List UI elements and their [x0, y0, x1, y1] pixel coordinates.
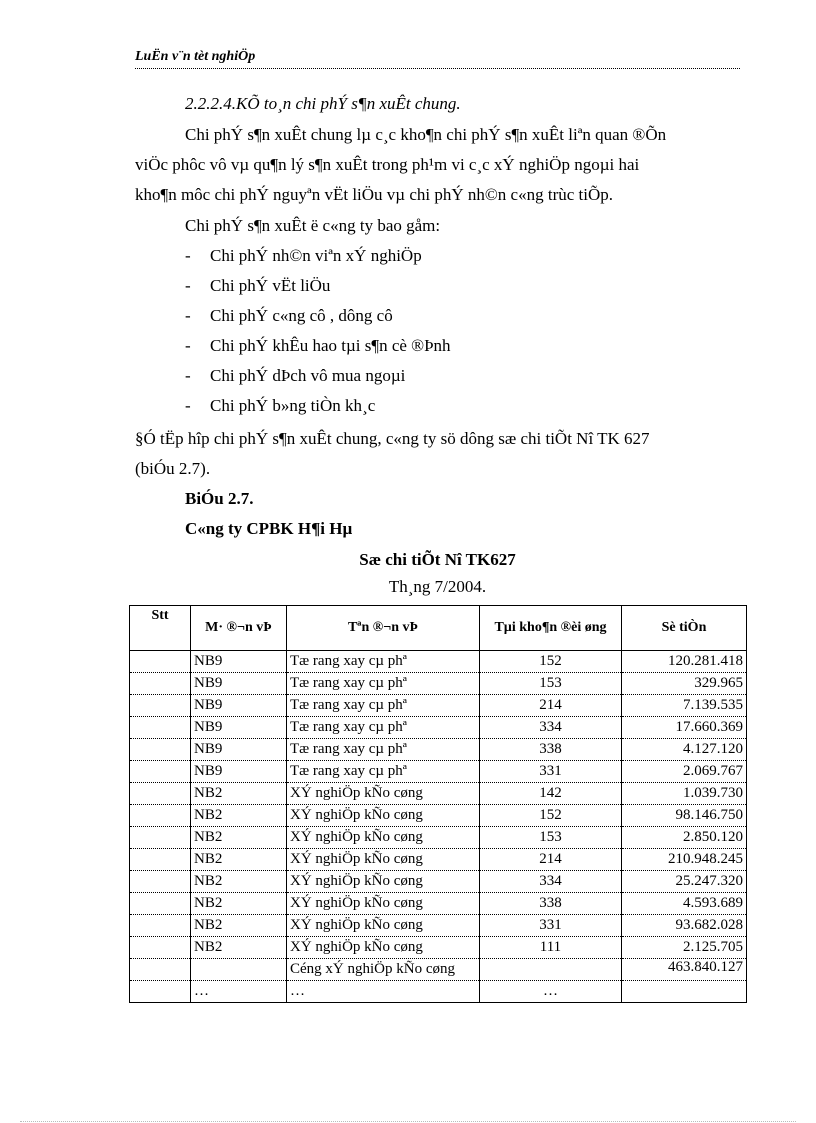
table-row	[130, 893, 747, 915]
cell-stt	[130, 783, 191, 805]
cell-account: 111	[480, 937, 622, 959]
cell-code: NB2	[191, 937, 287, 959]
cell-name: XÝ nghiÖp kÑo cøng	[287, 849, 480, 871]
cell-code: NB9	[191, 761, 287, 783]
cell-stt	[130, 805, 191, 827]
cell-stt	[130, 849, 191, 871]
cell-account: 334	[480, 717, 622, 739]
total-row	[130, 959, 747, 981]
table-row	[130, 805, 747, 827]
cell-code: NB2	[191, 849, 287, 871]
summary-line: (biÓu 2.7).	[135, 459, 211, 478]
column-header-code: M· ®¬n vÞ	[191, 606, 287, 651]
ledger-month: Th¸ng 7/2004.	[388, 577, 487, 596]
cell-code: NB2	[191, 893, 287, 915]
cell-amount	[622, 981, 747, 1003]
table-row	[130, 739, 747, 761]
table-row	[130, 915, 747, 937]
cell-code: NB2	[191, 915, 287, 937]
summary-line: §Ó tËp hîp chi phÝ s¶n xuÊt chung, c«ng ty sö dông sæ chi tiÕt Nî TK 627	[135, 429, 650, 448]
bullet-item: - Chi phÝ khÊu hao tµi s¶n cè ®Þnh	[185, 336, 451, 355]
cell-stt	[130, 651, 191, 673]
cell-code: NB9	[191, 651, 287, 673]
cell-name: XÝ nghiÖp kÑo cøng	[287, 915, 480, 937]
cell-name: XÝ nghiÖp kÑo cøng	[287, 827, 480, 849]
total-label: Céng xÝ nghiÖp kÑo cøng	[287, 959, 480, 981]
cell-account: 142	[480, 783, 622, 805]
column-header-amount: Sè tiÒn	[622, 606, 747, 651]
bullet-item: - Chi phÝ vËt liÖu	[185, 276, 331, 295]
cell-amount: 1.039.730	[622, 783, 747, 805]
intro-line: Chi phÝ s¶n xuÊt chung lµ c¸c kho¶n chi phÝ s¶n xuÊt liªn quan ®Õn	[185, 125, 667, 144]
cell-stt	[130, 717, 191, 739]
page-bottom-divider	[20, 1121, 796, 1122]
cell-name: XÝ nghiÖp kÑo cøng	[287, 805, 480, 827]
intro-line: kho¶n môc chi phÝ nguyªn vËt liÖu vµ chi phÝ nh©n c«ng trùc tiÕp.	[135, 185, 613, 204]
cell-code: NB9	[191, 673, 287, 695]
bullet-item: - Chi phÝ b»ng tiÒn kh¸c	[185, 396, 376, 415]
cell-name: Tæ rang xay cµ phª	[287, 695, 480, 717]
bullet-item: - Chi phÝ nh©n viªn xÝ nghiÖp	[185, 246, 422, 265]
section-title: 2.2.2.4.KÕ to¸n chi phÝ s¶n xuÊt chung.	[185, 94, 461, 113]
cell-stt	[130, 915, 191, 937]
cell-name: Tæ rang xay cµ phª	[287, 761, 480, 783]
ledger-title: Sæ chi tiÕt Nî TK627	[359, 550, 516, 569]
cell-amount: 25.247.320	[622, 871, 747, 893]
table-row	[130, 937, 747, 959]
cell-stt	[130, 981, 191, 1003]
column-header-account: Tµi kho¶n ®èi øng	[480, 606, 622, 651]
cell-name: XÝ nghiÖp kÑo cøng	[287, 937, 480, 959]
table-row	[130, 651, 747, 673]
cell-code: …	[191, 981, 287, 1003]
figure-label: BiÓu 2.7.	[185, 489, 254, 508]
cell-amount: 4.593.689	[622, 893, 747, 915]
table-row	[130, 871, 747, 893]
cell-amount: 7.139.535	[622, 695, 747, 717]
cell-amount: 120.281.418	[622, 651, 747, 673]
cell-amount: 210.948.245	[622, 849, 747, 871]
cell-account: 338	[480, 893, 622, 915]
cell-name: XÝ nghiÖp kÑo cøng	[287, 783, 480, 805]
cell-name: Tæ rang xay cµ phª	[287, 673, 480, 695]
cell-account: 152	[480, 805, 622, 827]
cell-code: NB2	[191, 783, 287, 805]
cell-stt	[130, 871, 191, 893]
cell-amount: 98.146.750	[622, 805, 747, 827]
cell-account: 214	[480, 695, 622, 717]
ledger-body	[130, 651, 747, 1003]
cell-code: NB9	[191, 717, 287, 739]
cell-name: Tæ rang xay cµ phª	[287, 739, 480, 761]
cell-amount: 4.127.120	[622, 739, 747, 761]
cell-account: 214	[480, 849, 622, 871]
company-name: C«ng ty CPBK H¶i Hµ	[185, 519, 353, 538]
cell-account: 338	[480, 739, 622, 761]
cell-stt	[130, 937, 191, 959]
cell-stt	[130, 761, 191, 783]
cell-name: …	[287, 981, 480, 1003]
ellipsis-row	[130, 981, 747, 1003]
table-row	[130, 849, 747, 871]
table-row	[130, 827, 747, 849]
cell-name: Tæ rang xay cµ phª	[287, 651, 480, 673]
cell-code: NB2	[191, 871, 287, 893]
page-header: LuËn v¨n tèt nghiÖp	[135, 49, 740, 69]
cell-account: 331	[480, 761, 622, 783]
cell-amount: 2.069.767	[622, 761, 747, 783]
cell-account	[480, 959, 622, 981]
bullet-item: - Chi phÝ c«ng cô , dông cô	[185, 306, 393, 325]
cell-name: XÝ nghiÖp kÑo cøng	[287, 871, 480, 893]
cell-code: NB9	[191, 739, 287, 761]
cell-amount: 93.682.028	[622, 915, 747, 937]
cell-name: XÝ nghiÖp kÑo cøng	[287, 893, 480, 915]
table-row	[130, 761, 747, 783]
cell-account: 152	[480, 651, 622, 673]
cell-amount: 17.660.369	[622, 717, 747, 739]
list-intro: Chi phÝ s¶n xuÊt ë c«ng ty bao gåm:	[185, 216, 441, 235]
cell-code	[191, 959, 287, 981]
cell-name: Tæ rang xay cµ phª	[287, 717, 480, 739]
cell-account: 334	[480, 871, 622, 893]
column-header-stt: Stt	[130, 606, 191, 651]
cell-stt	[130, 959, 191, 981]
column-header-name: Tªn ®¬n vÞ	[287, 606, 480, 651]
cell-account: 153	[480, 673, 622, 695]
summary-paragraph	[135, 424, 740, 484]
cell-account: …	[480, 981, 622, 1003]
cell-account: 331	[480, 915, 622, 937]
cell-code: NB9	[191, 695, 287, 717]
cell-account: 153	[480, 827, 622, 849]
ledger-table	[129, 605, 747, 1003]
cell-stt	[130, 827, 191, 849]
table-row	[130, 783, 747, 805]
intro-line: viÖc phôc vô vµ qu¶n lý s¶n xuÊt trong ph¹m vi c¸c xÝ nghiÖp ngoµi hai	[135, 155, 640, 174]
cell-code: NB2	[191, 827, 287, 849]
cell-stt	[130, 673, 191, 695]
cell-stt	[130, 739, 191, 761]
cell-amount: 329.965	[622, 673, 747, 695]
total-amount: 463.840.127	[622, 959, 747, 981]
cell-code: NB2	[191, 805, 287, 827]
cell-stt	[130, 695, 191, 717]
table-row	[130, 717, 747, 739]
bullet-item: - Chi phÝ dÞch vô mua ngoµi	[185, 366, 406, 385]
cell-stt	[130, 893, 191, 915]
table-row	[130, 673, 747, 695]
table-row	[130, 695, 747, 717]
cell-amount: 2.125.705	[622, 937, 747, 959]
intro-paragraph	[135, 120, 740, 210]
cell-amount: 2.850.120	[622, 827, 747, 849]
